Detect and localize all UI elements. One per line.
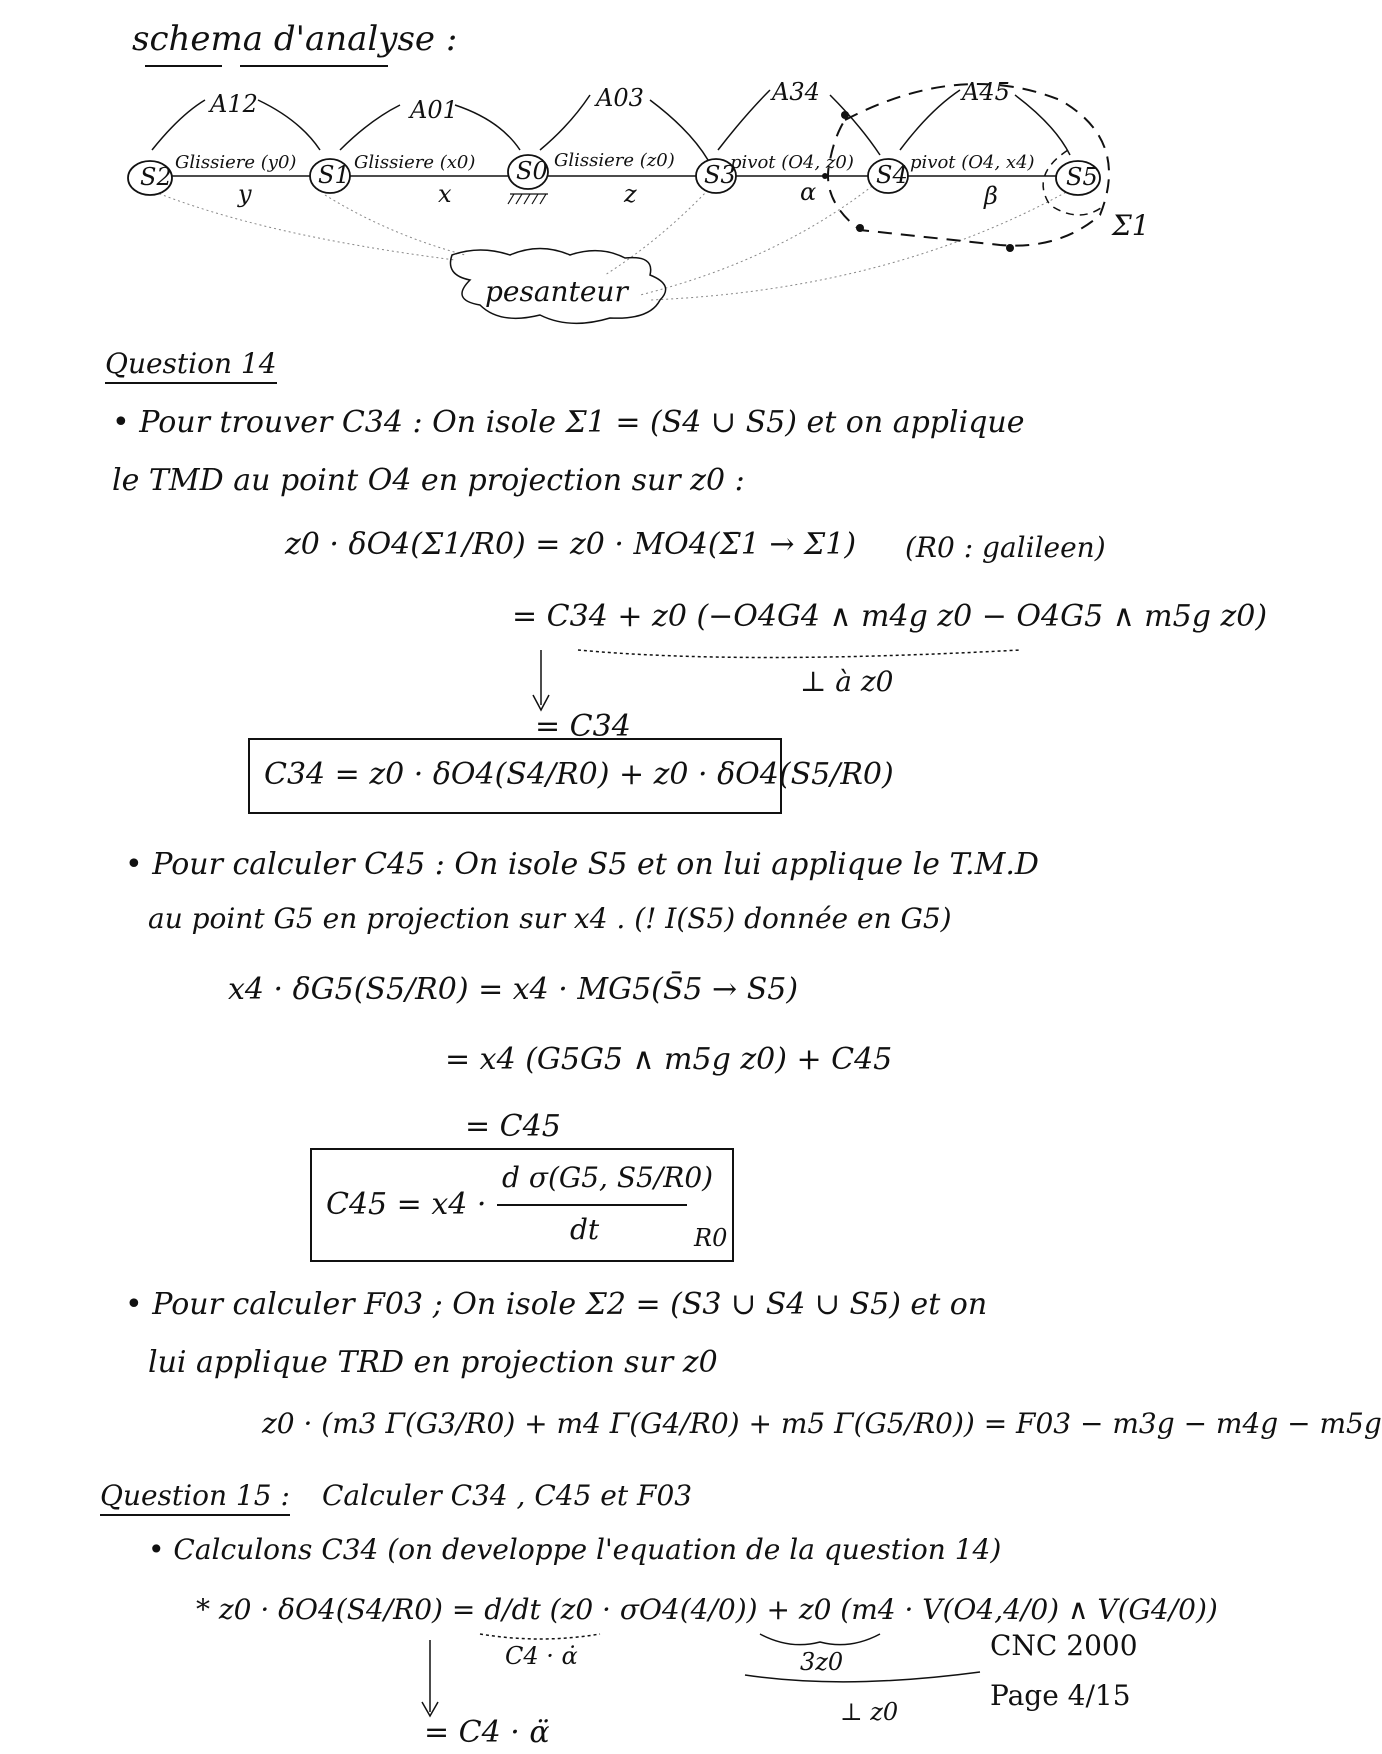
link-label-4: pivot (O4, z0) (730, 152, 854, 173)
node-label-s3: S3 (704, 161, 736, 189)
q15-paragraph-1: • Calculons C34 (on developpe l'equation de la question 14) (148, 1533, 1002, 1566)
q15-underbrace-3: ⊥ z0 (840, 1698, 899, 1726)
q15-underbrace-2: 3z0 (800, 1648, 844, 1676)
question-14-title: Question 14 (105, 350, 277, 384)
q14-paragraph-1-line-2: le TMD au point O4 en projection sur z0 : (112, 463, 745, 498)
q15-underbrace-1: C4 · α̇ (505, 1642, 578, 1670)
result-c45-numerator: d σ(G5, S5/R0) (502, 1161, 714, 1194)
question-15-subtitle: Calculer C34 , C45 et F03 (322, 1479, 693, 1512)
link-label-1: Glissiere (y0) (175, 152, 297, 173)
q14-equation-2: = C34 + z0 (−O4G4 ∧ m4g z0 − O4G5 ∧ m5g z0) (512, 599, 1268, 634)
isolation-label: Σ1 (1112, 209, 1150, 242)
q14-paragraph-3-line-1: • Pour calculer F03 ; On isole Σ2 = (S3 ∪ S4 ∪ S5) et on (125, 1287, 988, 1322)
q14-equation-6: = C45 (465, 1109, 561, 1144)
action-a45: A45 (962, 78, 1010, 106)
q14-paragraph-2-line-1: • Pour calculer C45 : On isole S5 et on lui applique le T.M.D (125, 847, 1039, 882)
link-label-5: pivot (O4, x4) (910, 152, 1035, 173)
param-beta: β (984, 182, 998, 210)
link-label-2: Glissiere (x0) (354, 152, 476, 173)
q14-equation-5: = x4 (G5G5 ∧ m5g z0) + C45 (445, 1042, 893, 1077)
source-label: CNC 2000 (990, 1629, 1138, 1662)
q14-equation-2-underbrace: ⊥ à z0 (800, 665, 894, 698)
result-c45-lhs: C45 = x4 · (326, 1187, 487, 1222)
action-a12: A12 (210, 90, 258, 118)
param-x: x (438, 180, 452, 208)
q14-equation-4: x4 · δG5(S5/R0) = x4 · MG5(S̄5 → S5) (228, 972, 799, 1007)
param-z: z (624, 180, 637, 208)
cloud-label: pesanteur (485, 275, 628, 308)
q15-equation-1: * z0 · δO4(S4/R0) = d/dt (z0 · σO4(4/0)) + z0 (m4 · V(O4,4/0) ∧ V(G4/0)) (196, 1593, 1218, 1626)
q14-equation-1-note: (R0 : galileen) (905, 531, 1106, 564)
q14-equation-7: z0 · (m3 Γ(G3/R0) + m4 Γ(G4/R0) + m5 Γ(G5/R0)) = F03 − m3g − m4g − m5g (262, 1407, 1382, 1440)
action-a34: A34 (772, 78, 820, 106)
node-label-s2: S2 (140, 163, 172, 191)
result-c45-denominator: dt (570, 1213, 600, 1246)
link-label-3: Glissiere (z0) (554, 150, 675, 171)
param-alpha: α (800, 178, 817, 206)
page-heading: schema d'analyse : (132, 19, 458, 59)
param-y: y (238, 180, 252, 208)
q14-paragraph-3-line-2: lui applique TRD en projection sur z0 (148, 1345, 718, 1380)
result-c34: C34 = z0 · δO4(S4/R0) + z0 · δO4(S5/R0) (264, 757, 894, 792)
q14-paragraph-1-line-1: • Pour trouver C34 : On isole Σ1 = (S4 ∪ S5) et on applique (112, 405, 1025, 440)
node-label-s5: S5 (1066, 163, 1098, 191)
q15-result: = C4 · α̈ (424, 1715, 550, 1750)
q14-paragraph-2-line-2: au point G5 en projection sur x4 . (! I(S5) donnée en G5) (148, 902, 952, 935)
question-15-title: Question 15 : (100, 1482, 290, 1516)
result-c45-frame: R0 (694, 1224, 728, 1252)
q14-equation-3: = C34 (535, 709, 631, 744)
node-label-s0: S0 (516, 157, 548, 185)
action-a03: A03 (596, 84, 644, 112)
node-label-s4: S4 (876, 161, 908, 189)
action-a01: A01 (410, 96, 458, 124)
node-label-s1: S1 (318, 161, 350, 189)
q14-equation-1: z0 · δO4(Σ1/R0) = z0 · MO4(Σ̄1 → Σ1) (285, 527, 857, 562)
page-number: Page 4/15 (990, 1679, 1131, 1712)
